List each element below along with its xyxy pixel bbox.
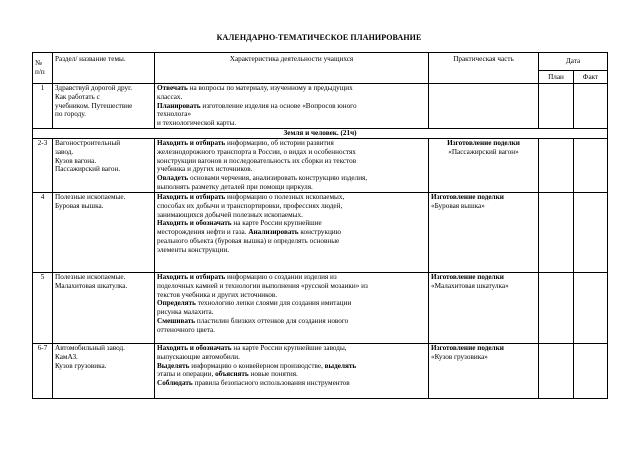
practice-cell: Изготовление поделки «Кузов грузовика» bbox=[429, 343, 539, 398]
row-number: 6-7 bbox=[33, 343, 53, 398]
row-number: 4 bbox=[33, 192, 53, 272]
plan-cell bbox=[539, 272, 574, 343]
row-number: 1 bbox=[33, 84, 53, 129]
row-number: 2-3 bbox=[33, 138, 53, 192]
header-fact: Факт bbox=[574, 71, 608, 84]
plan-cell bbox=[539, 192, 574, 272]
header-activity: Характеристика деятельности учащихся bbox=[155, 53, 429, 84]
activity-cell: Находить и отбирать информацию о создании изделия из поделочных камней и технологии выполнения «русской мозаики» из текстов учебника и других источников. Определять технологию лепки слоями для создания имитации рисунка малахита. Смешивать пластилин близких оттенков для создания нового оттеночного цвета. bbox=[155, 272, 429, 343]
fact-cell bbox=[574, 272, 608, 343]
practice-cell: Изготовление поделки «Малахитовая шкатулка» bbox=[429, 272, 539, 343]
topic-cell: Вагоностроительный завод. Кузов вагона. Пассажирский вагон. bbox=[53, 138, 155, 192]
topic-cell: Автомобильный завод. КамАЗ. Кузов грузовика. bbox=[53, 343, 155, 398]
table-row bbox=[33, 272, 608, 343]
table-row bbox=[33, 192, 608, 272]
planning-table bbox=[32, 52, 608, 399]
practice-cell: Изготовление поделки «Пассажирский вагон» bbox=[429, 138, 539, 192]
page-title: КАЛЕНДАРНО-ТЕМАТИЧЕСКОЕ ПЛАНИРОВАНИЕ bbox=[216, 33, 422, 42]
topic-cell: Здравствуй дорогой друг. Как работать с учебником. Путешествие по городу. bbox=[53, 84, 155, 129]
header-topic: Раздел/ название темы. bbox=[53, 53, 155, 84]
fact-cell bbox=[574, 192, 608, 272]
header-num: № п/п bbox=[33, 53, 53, 84]
table-row bbox=[33, 343, 608, 398]
activity-cell: Находить и обозначать на карте России крупнейшие заводы, выпускающие автомобили. Выделять информацию о конвейерном производстве, выделять этапы и операции, объяснять новые понятия. Соблюдать правила безопасного использования инструментов bbox=[155, 343, 429, 398]
table-row bbox=[33, 84, 608, 129]
fact-cell bbox=[574, 343, 608, 398]
header-date: Дата bbox=[539, 53, 608, 71]
row-number: 5 bbox=[33, 272, 53, 343]
topic-cell: Полезные ископаемые. Буровая вышка. bbox=[53, 192, 155, 272]
activity-cell: Находить и отбирать информацию, об истории развития железнодорожного транспорта в России, о видах и особенностях конструкции вагонов и последовательность их сборки из текстов учебника и других источников. Овладеть основами черчения, анализировать конструкцию изделия, выполнять разметку деталей при помощи циркуля. bbox=[155, 138, 429, 192]
activity-cell: Отвечать на вопросы по материалу, изученному в предыдущих классах. Планировать изготовление изделия на основе «Вопросов юного технолога» и технологической карты. bbox=[155, 84, 429, 129]
practice-cell bbox=[429, 84, 539, 129]
header-practice: Практическая часть bbox=[429, 53, 539, 84]
table-row bbox=[33, 138, 608, 192]
fact-cell bbox=[574, 84, 608, 129]
plan-cell bbox=[539, 343, 574, 398]
practice-cell: Изготовление поделки «Буровая вышка» bbox=[429, 192, 539, 272]
plan-cell bbox=[539, 84, 574, 129]
plan-cell bbox=[539, 138, 574, 192]
topic-cell: Полезные ископаемые. Малахитовая шкатулка. bbox=[53, 272, 155, 343]
fact-cell bbox=[574, 138, 608, 192]
header-plan: План bbox=[539, 71, 574, 84]
section-heading: Земля и человек. (21ч) bbox=[33, 128, 608, 138]
activity-cell: Находить и отбирать информацию о полезных ископаемых, способах их добычи и транспортировки, профессиях людей, занимающихся добычей полезных ископаемых. Находить и обозначать на карте России крупнейшие месторождения нефти и газа. Анализировать конструкцию реального объекта (буровая вышка) и определять основные элементы конструкции. bbox=[155, 192, 429, 272]
